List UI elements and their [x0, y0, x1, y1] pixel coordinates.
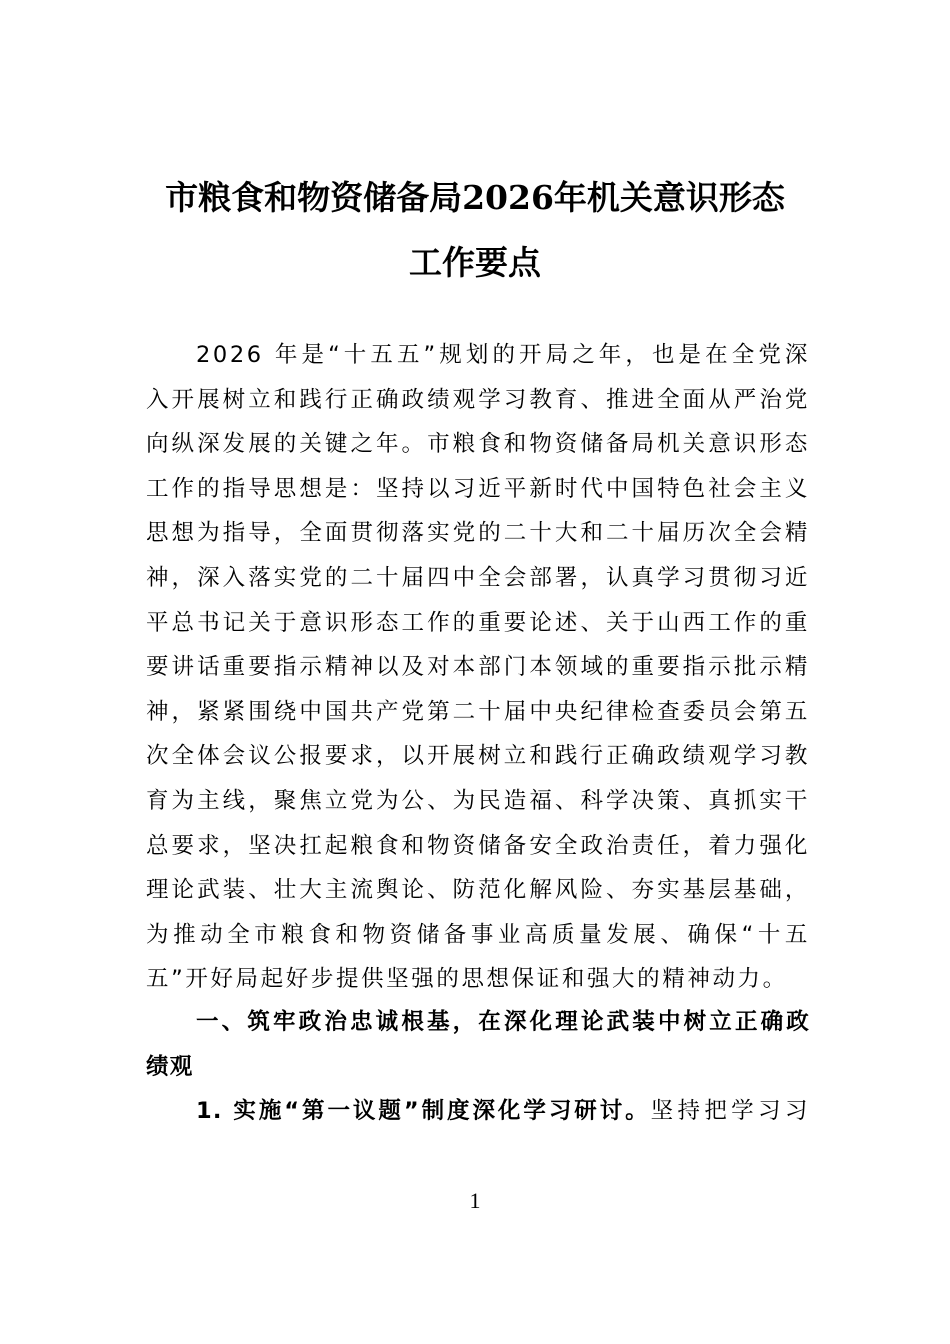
document-title-line-1: 市粮食和物资储备局2026年机关意识形态	[165, 178, 785, 217]
paragraph-line: 总要求，坚决扛起粮食和物资储备安全政治责任，着力强化	[146, 832, 810, 859]
item-1-paragraph	[146, 1089, 810, 1134]
paragraph-line: 2026 年是“十五五”规划的开局之年，也是在全党深	[196, 342, 810, 368]
paragraph-line: 为推动全市粮食和物资储备事业高质量发展、确保“十五	[146, 921, 810, 948]
paragraph-line: 育为主线，聚焦立党为公、为民造福、科学决策、真抓实干	[146, 787, 810, 814]
document-title-line-2: 工作要点	[409, 243, 541, 282]
intro-paragraph	[146, 333, 810, 1002]
paragraph-line: 思想为指导，全面贯彻落实党的二十大和二十届历次全会精	[146, 520, 810, 547]
item-1-lead: 1. 实施“第一议题”制度深化学习研讨。	[196, 1098, 651, 1124]
heading-line: 绩观	[146, 1053, 194, 1080]
paragraph-line: 要讲话重要指示精神以及对本部门本领域的重要指示批示精	[146, 654, 810, 681]
paragraph-line: 理论武装、壮大主流舆论、防范化解风险、夯实基层基础，	[146, 877, 810, 904]
section-1-heading	[146, 1000, 810, 1089]
page-number: 1	[469, 1188, 481, 1213]
paragraph-line: 次全体会议公报要求，以开展树立和践行正确政绩观学习教	[146, 743, 810, 770]
paragraph-line: 入开展树立和践行正确政绩观学习教育、推进全面从严治党	[146, 386, 810, 413]
paragraph-line: 五”开好局起好步提供坚强的思想保证和强大的精神动力。	[146, 966, 788, 993]
heading-line: 一、筑牢政治忠诚根基，在深化理论武装中树立正确政	[196, 1009, 810, 1035]
paragraph-line: 平总书记关于意识形态工作的重要论述、关于山西工作的重	[146, 609, 810, 636]
paragraph-line: 向纵深发展的关键之年。市粮食和物资储备局机关意识形态	[146, 431, 810, 458]
paragraph-line: 工作的指导思想是：坚持以习近平新时代中国特色社会主义	[146, 475, 810, 502]
paragraph-line	[146, 1089, 810, 1134]
item-1-text: 坚持把学习习	[650, 1098, 810, 1124]
paragraph-line: 神，深入落实党的二十届四中全会部署，认真学习贯彻习近	[146, 564, 810, 591]
paragraph-line: 神，紧紧围绕中国共产党第二十届中央纪律检查委员会第五	[146, 698, 810, 725]
